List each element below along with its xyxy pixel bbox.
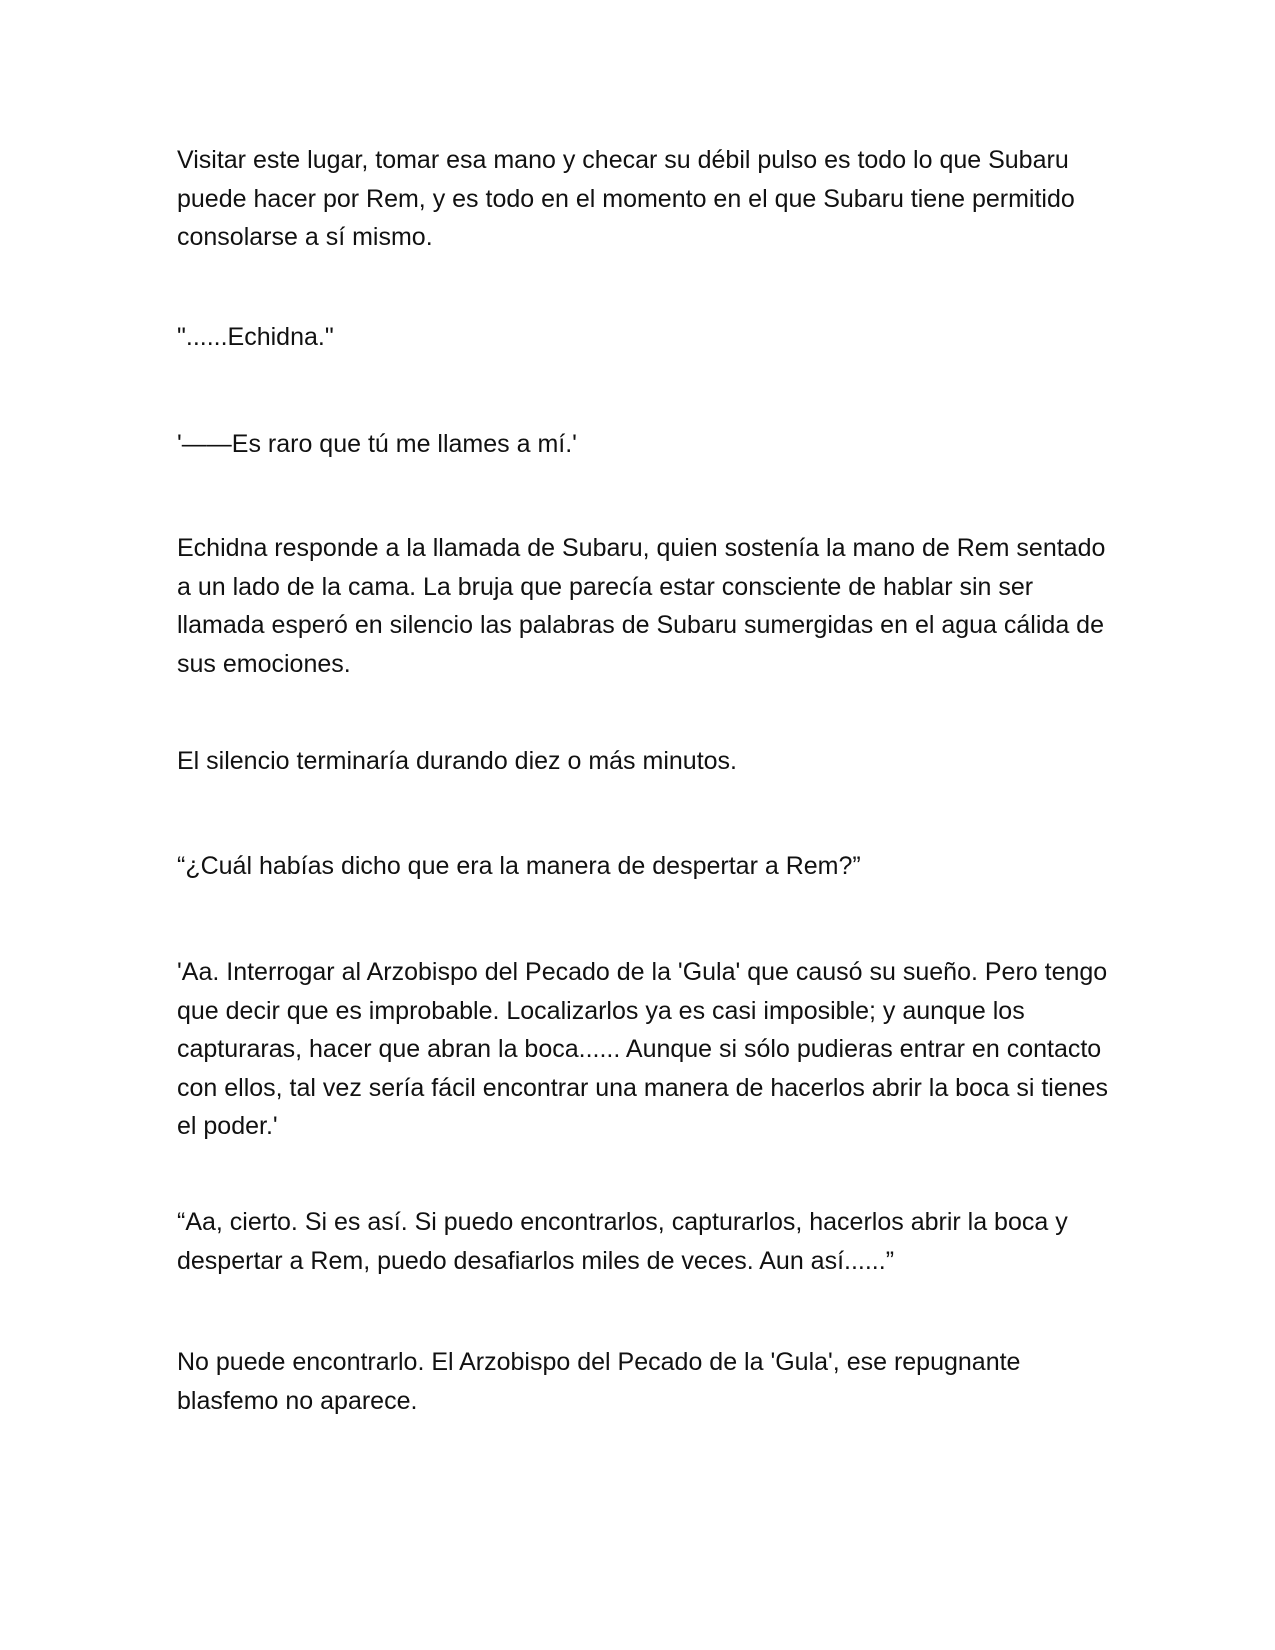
paragraph-4: Echidna responde a la llamada de Subaru, quien sostenía la mano de Rem sentado a un lado de la cama. La bruja que parecía estar consciente de hablar sin ser llamada esperó en silencio las palabras de Subaru sumergidas en el agua cálida de sus emociones.	[177, 534, 1106, 678]
paragraph-5: El silencio terminaría durando diez o más minutos.	[177, 747, 737, 775]
paragraph-6: “¿Cuál habías dicho que era la manera de despertar a Rem?”	[177, 852, 861, 880]
paragraph-2: "......Echidna."	[177, 323, 334, 351]
paragraph-9: No puede encontrarlo. El Arzobispo del Pecado de la 'Gula', ese repugnante blasfemo no aparece.	[177, 1348, 1021, 1415]
paragraph-7: 'Aa. Interrogar al Arzobispo del Pecado de la 'Gula' que causó su sueño. Pero tengo que decir que es improbable. Localizarlos ya es casi imposible; y aunque los capturaras, hacer que abran la boca...... Aunque si sólo pudieras entrar en contacto con ellos, tal vez sería fácil encontrar una manera de hacerlos abrir la boca si tienes el poder.'	[177, 958, 1109, 1140]
paragraph-8: “Aa, cierto. Si es así. Si puedo encontrarlos, capturarlos, hacerlos abrir la boca y despertar a Rem, puedo desafiarlos miles de veces. Aun así......”	[177, 1208, 1068, 1275]
paragraph-1: Visitar este lugar, tomar esa mano y checar su débil pulso es todo lo que Subaru puede hacer por Rem, y es todo en el momento en el que Subaru tiene permitido consolarse a sí mismo.	[177, 146, 1075, 251]
paragraph-3: '——Es raro que tú me llames a mí.'	[177, 430, 577, 458]
